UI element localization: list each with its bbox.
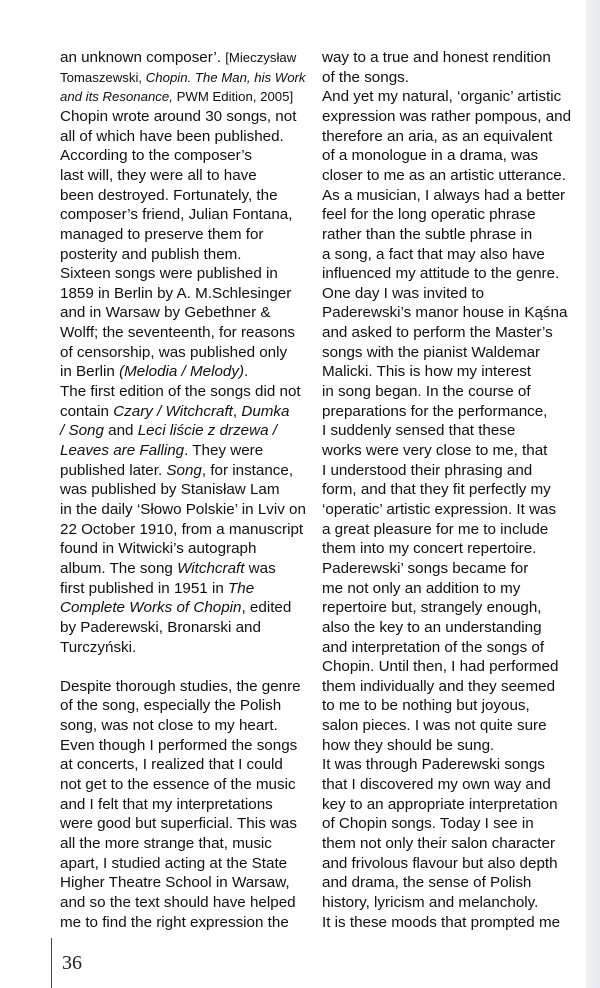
text-segment: The xyxy=(228,579,255,597)
text-segment: Song xyxy=(166,461,202,479)
text-line xyxy=(60,854,287,873)
text-segment: and frivolous flavour but also depth xyxy=(322,854,558,872)
text-segment: an unknown composer’. xyxy=(60,49,226,66)
text-line xyxy=(60,186,278,205)
text-segment: Leaves are Falling xyxy=(60,442,185,459)
text-line xyxy=(322,186,565,205)
text-segment: was xyxy=(244,559,276,577)
text-segment: Chopin. The Man, his Work xyxy=(145,69,306,85)
text-line xyxy=(60,913,289,932)
text-line xyxy=(60,284,291,303)
text-line xyxy=(60,48,296,67)
text-segment: all of which have been published. xyxy=(60,127,284,145)
text-segment: I understood their phrasing and xyxy=(322,461,533,479)
text-line xyxy=(322,225,532,244)
text-segment: and I felt that my interpretations xyxy=(60,795,273,813)
text-segment: published later. xyxy=(60,461,167,479)
text-segment: all the more strange that, music xyxy=(60,835,272,852)
text-segment: of Chopin songs. Today I see in xyxy=(322,815,534,833)
text-segment: , edited xyxy=(241,599,292,617)
text-line xyxy=(322,814,534,833)
text-line xyxy=(60,579,254,598)
text-segment: in song began. In the course of xyxy=(322,383,531,401)
text-line xyxy=(60,323,295,342)
text-line xyxy=(322,638,544,657)
text-segment: Czary / Witchcraft xyxy=(113,402,233,420)
text-line xyxy=(60,461,293,480)
text-line xyxy=(322,382,531,401)
text-line xyxy=(60,539,256,558)
text-segment: And yet my natural, ‘organic’ artistic xyxy=(322,88,562,106)
text-line xyxy=(322,323,553,342)
text-line xyxy=(322,441,547,460)
text-segment: them individually and they seemed xyxy=(322,677,556,695)
text-segment: Leci liście z drzewa / xyxy=(137,422,277,440)
text-line xyxy=(322,107,571,126)
text-segment: Higher Theatre School in Warsaw, xyxy=(60,874,290,892)
text-line xyxy=(322,677,555,696)
text-segment: Turczyński. xyxy=(60,638,137,656)
text-line xyxy=(60,716,278,735)
text-line xyxy=(322,362,531,381)
text-line xyxy=(60,127,284,146)
text-segment: them into my concert repertoire. xyxy=(322,540,537,558)
text-segment: me not only an addition to my xyxy=(322,579,521,597)
text-segment: 1859 in Berlin by A. M.Schlesinger xyxy=(60,284,292,302)
text-line xyxy=(60,264,278,283)
text-line xyxy=(60,402,289,421)
text-segment: According to the composer’s xyxy=(60,147,252,165)
text-segment: One day I was invited to xyxy=(322,284,485,302)
text-line xyxy=(60,834,272,853)
text-segment: 22 October 1910, from a manuscript xyxy=(60,520,304,538)
text-line xyxy=(322,146,538,165)
text-segment: works were very close to me, that xyxy=(322,442,548,459)
text-segment: . They were xyxy=(184,442,264,459)
text-line xyxy=(322,87,561,106)
text-line xyxy=(322,127,553,146)
text-segment: found in Witwicki’s autograph xyxy=(60,540,257,558)
text-segment: It was through Paderewski songs xyxy=(322,756,545,774)
text-line xyxy=(60,205,292,224)
text-segment: managed to preserve them for xyxy=(60,225,264,243)
text-line xyxy=(322,303,567,322)
page-number: 36 xyxy=(62,952,82,974)
text-segment: Dumka xyxy=(241,402,290,420)
text-segment: last will, they were all to have xyxy=(60,166,257,184)
text-segment: and its Resonance, xyxy=(60,89,173,105)
text-segment: Chopin. Until then, I had performed xyxy=(322,658,559,676)
text-segment: and drama, the sense of Polish xyxy=(322,874,532,892)
text-segment: expression was rather pompous, and xyxy=(322,107,572,125)
text-line xyxy=(60,382,301,401)
text-line xyxy=(322,500,556,519)
text-line xyxy=(322,166,566,185)
text-line xyxy=(60,755,283,774)
text-segment: Sixteen songs were published in xyxy=(60,265,278,283)
text-segment: at concerts, I realized that I could xyxy=(60,756,283,774)
text-line xyxy=(322,205,536,224)
text-segment: , xyxy=(232,402,242,420)
text-line xyxy=(60,677,301,696)
text-segment: and asked to perform the Master’s xyxy=(322,324,553,342)
text-segment: (Melodia / Melody) xyxy=(119,363,245,381)
text-segment: Malicki. This is how my interest xyxy=(322,363,532,381)
text-line xyxy=(322,913,560,932)
text-line xyxy=(322,559,528,578)
text-segment: of censorship, was published only xyxy=(60,343,288,361)
text-line xyxy=(322,775,551,794)
text-line xyxy=(322,402,547,421)
text-line xyxy=(60,559,276,578)
text-segment: It is these moods that prompted me xyxy=(322,913,561,931)
text-segment: were good but superficial. This was xyxy=(60,815,297,833)
text-segment: repertoire but, strangely enough, xyxy=(322,599,542,617)
page-number-rule xyxy=(51,938,52,988)
text-line xyxy=(60,618,261,637)
text-line xyxy=(60,775,296,794)
text-segment: not get to the essence of the music xyxy=(60,776,296,794)
text-line xyxy=(322,579,520,598)
text-line xyxy=(322,696,530,715)
text-line xyxy=(322,716,547,735)
text-line xyxy=(322,657,558,676)
text-line xyxy=(60,362,248,381)
text-segment: As a musician, I always had a better xyxy=(322,186,566,204)
text-line xyxy=(322,795,558,814)
text-line xyxy=(322,598,542,617)
text-segment: how they should be sung. xyxy=(322,736,495,754)
text-segment: first published in 1951 in xyxy=(60,579,229,597)
text-segment: of a monologue in a drama, was xyxy=(322,147,539,165)
text-line xyxy=(322,68,409,87)
text-segment: song, was not close to my heart. xyxy=(60,717,278,735)
text-segment: was published by Stanisław Lam xyxy=(60,481,280,499)
text-line xyxy=(60,343,287,362)
text-segment: I suddenly sensed that these xyxy=(322,422,516,440)
text-segment: me to find the right expression the xyxy=(60,913,289,931)
text-line xyxy=(322,264,559,283)
text-line xyxy=(322,461,532,480)
text-line xyxy=(60,873,290,892)
text-line xyxy=(60,421,277,440)
text-line xyxy=(60,245,242,264)
text-segment: Chopin wrote around 30 songs, not xyxy=(60,107,297,125)
text-segment: also the key to an understanding xyxy=(322,618,542,636)
text-segment: [Mieczysław xyxy=(225,50,297,65)
text-line xyxy=(322,421,515,440)
text-segment: closer to me as an artistic utterance. xyxy=(322,166,566,184)
text-segment: album. The song xyxy=(60,559,178,577)
text-segment: songs with the pianist Waldemar xyxy=(322,343,541,361)
text-line xyxy=(60,146,252,165)
text-segment: Despite thorough studies, the genre xyxy=(60,677,301,695)
text-line xyxy=(322,618,542,637)
text-line xyxy=(322,854,558,873)
text-segment: history, lyricism and melancholy. xyxy=(322,893,539,911)
text-line xyxy=(322,834,555,853)
text-line xyxy=(60,696,281,715)
text-segment: key to an appropriate interpretation xyxy=(322,795,558,813)
text-segment: and interpretation of the songs of xyxy=(322,638,545,656)
text-segment: posterity and publish them. xyxy=(60,245,242,263)
text-segment: . xyxy=(244,363,249,381)
text-line xyxy=(60,598,291,617)
text-segment: apart, I studied acting at the State xyxy=(60,854,288,872)
text-segment: rather than the subtle phrase in xyxy=(322,225,533,243)
text-line xyxy=(322,873,531,892)
text-segment: form, and that they fit perfectly my xyxy=(322,481,551,499)
text-line xyxy=(322,755,545,774)
text-line xyxy=(60,441,263,460)
text-line xyxy=(60,225,263,244)
text-segment: Paderewski’ songs became for xyxy=(322,559,529,577)
text-line xyxy=(60,638,136,657)
text-segment: feel for the long operatic phrase xyxy=(322,206,536,224)
text-line xyxy=(322,480,551,499)
text-segment: PWM Edition, 2005] xyxy=(172,89,294,105)
text-segment: The first edition of the songs did not xyxy=(60,383,301,401)
text-line xyxy=(322,48,551,67)
text-line xyxy=(322,343,540,362)
text-line xyxy=(60,166,257,185)
text-segment: Wolff; the seventeenth, for reasons xyxy=(60,324,295,342)
text-segment: Paderewski’s manor house in Kąśna xyxy=(322,304,568,322)
text-segment: composer’s friend, Julian Fontana, xyxy=(60,206,293,224)
text-segment: a song, a fact that may also have xyxy=(322,245,545,263)
text-line xyxy=(322,736,494,755)
text-segment: Tomaszewski, xyxy=(60,69,146,85)
text-segment: way to a true and honest rendition xyxy=(322,49,551,66)
text-line xyxy=(322,539,536,558)
text-line xyxy=(60,68,306,87)
text-segment: been destroyed. Fortunately, the xyxy=(60,186,278,204)
text-line xyxy=(60,520,303,539)
text-segment: a great pleasure for me to include xyxy=(322,520,549,538)
text-segment: by Paderewski, Bronarski and xyxy=(60,618,261,636)
text-segment: and so the text should have helped xyxy=(60,893,296,911)
text-line xyxy=(60,107,296,126)
text-line xyxy=(322,520,548,539)
text-line xyxy=(60,500,306,519)
text-segment: and in Warsaw by Gebethner & xyxy=(60,304,271,322)
text-line xyxy=(60,303,270,322)
text-segment: , for instance, xyxy=(201,461,294,479)
text-line xyxy=(322,284,484,303)
text-line xyxy=(60,736,297,755)
text-segment: preparations for the performance, xyxy=(322,402,548,420)
text-segment: them not only their salon character xyxy=(322,835,555,852)
text-segment: in the daily ‘Słowo Polskie’ in Lviv on xyxy=(60,500,306,518)
text-segment: of the songs. xyxy=(322,68,409,86)
text-line xyxy=(60,814,297,833)
page-gutter-shadow xyxy=(586,0,600,988)
text-segment: influenced my attitude to the genre. xyxy=(322,265,560,283)
text-segment: and xyxy=(103,422,138,440)
text-segment: Witchcraft xyxy=(177,559,245,577)
text-segment: therefore an aria, as an equivalent xyxy=(322,127,553,145)
text-segment: in Berlin xyxy=(60,363,120,381)
text-segment: to me to be nothing but joyous, xyxy=(322,697,530,715)
text-segment: ‘operatic’ artistic expression. It was xyxy=(322,500,557,518)
text-segment: Even though I performed the songs xyxy=(60,736,298,754)
text-line xyxy=(322,893,538,912)
text-segment: salon pieces. I was not quite sure xyxy=(322,717,547,735)
text-line xyxy=(322,245,545,264)
text-segment: Complete Works of Chopin xyxy=(60,599,242,617)
text-segment: of the song, especially the Polish xyxy=(60,697,282,715)
text-line xyxy=(60,480,280,499)
text-line xyxy=(60,87,293,106)
text-line xyxy=(60,893,296,912)
text-segment: contain xyxy=(60,402,114,420)
text-segment: that I discovered my own way and xyxy=(322,776,551,794)
text-segment: / Song xyxy=(60,422,104,440)
text-line xyxy=(60,795,273,814)
